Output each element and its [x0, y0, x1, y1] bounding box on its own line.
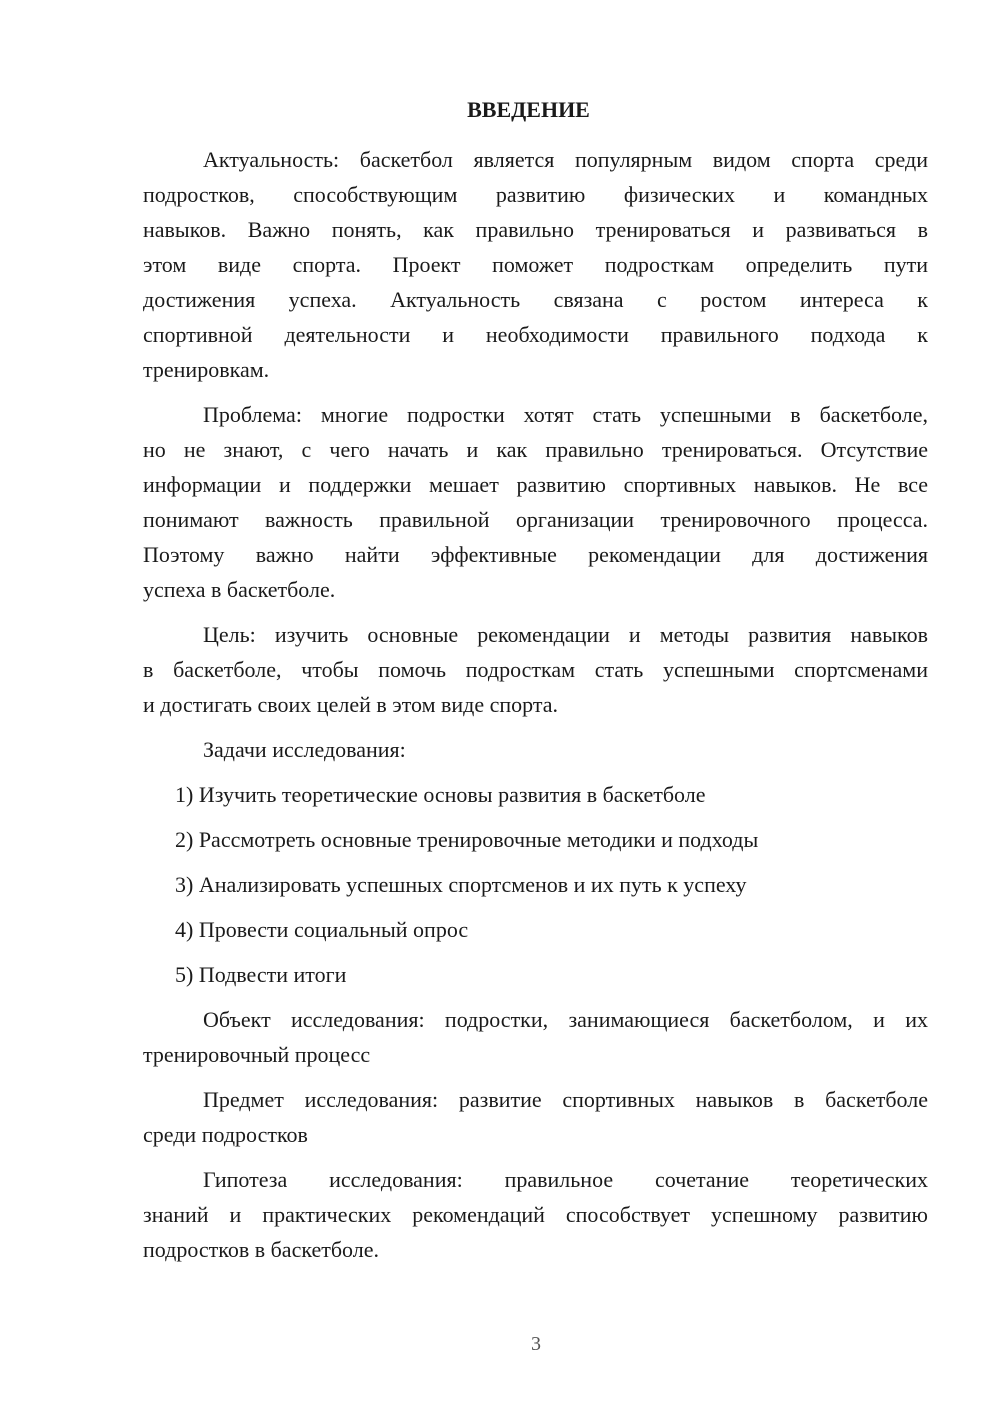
- text-line: тренировкам.: [143, 357, 270, 382]
- paragraph: [143, 1162, 928, 1267]
- text-line: этом виде спорта. Проект поможет подросткам определить пути: [143, 252, 928, 277]
- document-page: [143, 92, 928, 1277]
- text-line: и достигать своих целей в этом виде спорта.: [143, 692, 559, 717]
- tasks-heading: Задачи исследования:: [203, 737, 406, 762]
- text-line: в баскетболе, чтобы помочь подросткам стать успешными спортсменами: [143, 657, 928, 682]
- paragraph: [143, 397, 928, 607]
- text-line: Цель: изучить основные рекомендации и методы развития навыков: [203, 622, 928, 647]
- section-title: ВВЕДЕНИЕ: [467, 97, 590, 122]
- paragraph: [143, 1002, 928, 1072]
- task-list-item: 5) Подвести итоги: [175, 962, 347, 987]
- text-line: Проблема: многие подростки хотят стать успешными в баскетболе,: [203, 402, 928, 427]
- text-line: понимают важность правильной организации тренировочного процесса.: [143, 507, 928, 532]
- text-line: подростков, способствующим развитию физических и командных: [143, 182, 928, 207]
- text-line: тренировочный процесс: [143, 1042, 371, 1067]
- task-list-item: 2) Рассмотреть основные тренировочные методики и подходы: [175, 827, 759, 852]
- text-line: подростков в баскетболе.: [143, 1237, 379, 1262]
- task-list-item: 3) Анализировать успешных спортсменов и их путь к успеху: [175, 872, 747, 897]
- text-line: среди подростков: [143, 1122, 308, 1147]
- text-line: но не знают, с чего начать и как правильно тренироваться. Отсутствие: [143, 437, 928, 462]
- text-line: Объект исследования: подростки, занимающиеся баскетболом, и их: [203, 1007, 928, 1032]
- task-list-item: 1) Изучить теоретические основы развития в баскетболе: [175, 782, 706, 807]
- page-number: 3: [531, 1333, 541, 1355]
- text-line: Предмет исследования: развитие спортивных навыков в баскетболе: [203, 1087, 928, 1112]
- text-line: спортивной деятельности и необходимости правильного подхода к: [143, 322, 928, 347]
- text-line: Гипотеза исследования: правильное сочетание теоретических: [203, 1167, 928, 1192]
- text-line: достижения успеха. Актуальность связана с ростом интереса к: [143, 287, 928, 312]
- text-line: Актуальность: баскетбол является популярным видом спорта среди: [203, 147, 928, 172]
- task-list-item: 4) Провести социальный опрос: [175, 917, 469, 942]
- paragraph: [143, 617, 928, 722]
- paragraph: [143, 142, 928, 387]
- text-line: Поэтому важно найти эффективные рекомендации для достижения: [143, 542, 928, 567]
- paragraph: [143, 1082, 928, 1152]
- text-line: успеха в баскетболе.: [143, 577, 336, 602]
- text-line: знаний и практических рекомендаций способствует успешному развитию: [143, 1202, 928, 1227]
- text-line: информации и поддержки мешает развитию спортивных навыков. Не все: [143, 472, 928, 497]
- text-line: навыков. Важно понять, как правильно тренироваться и развиваться в: [143, 217, 928, 242]
